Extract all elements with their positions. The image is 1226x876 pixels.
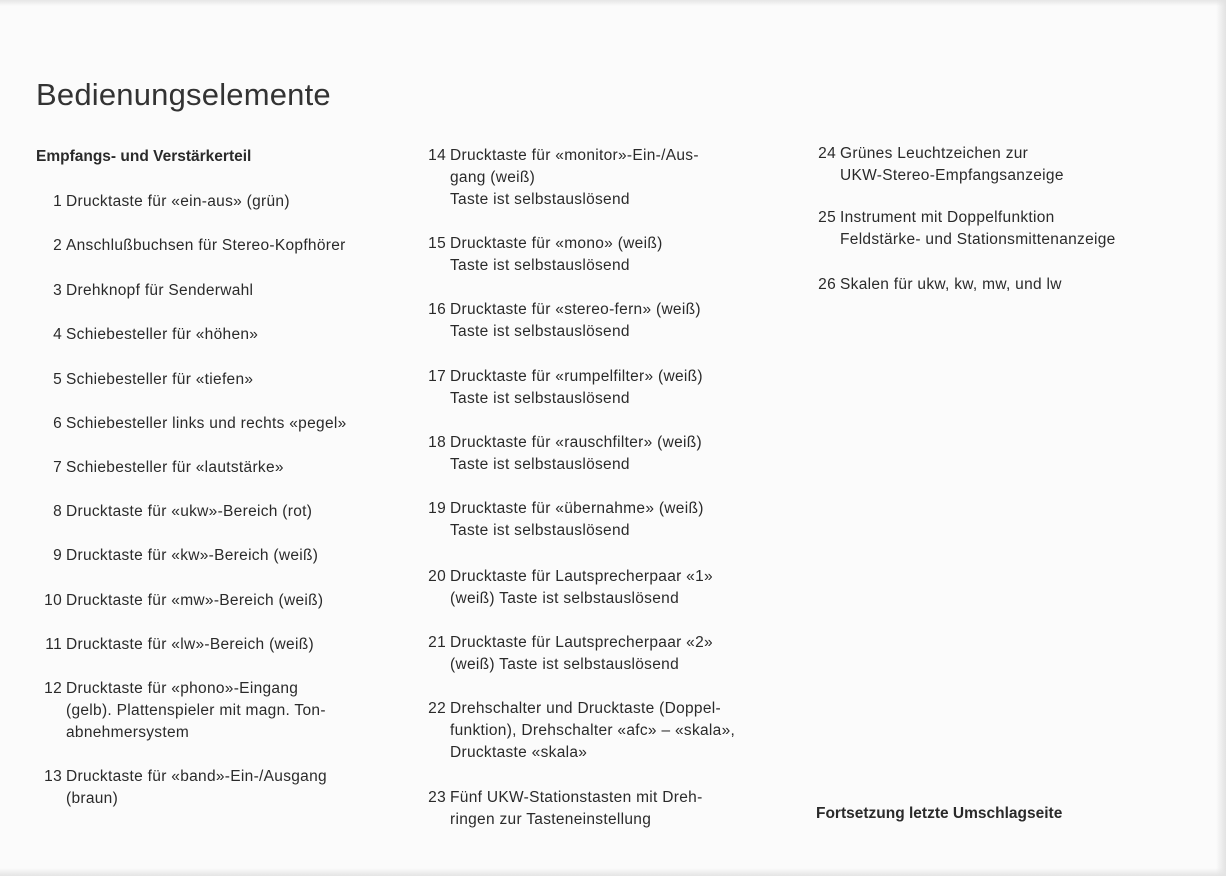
- item-number: 16: [428, 301, 446, 318]
- item-number: 23: [428, 789, 446, 806]
- list-item: [36, 324, 406, 346]
- item-text-line: (weiß) Taste ist selbstauslösend: [450, 590, 679, 607]
- item-text: [450, 498, 790, 542]
- list-item: [420, 498, 790, 542]
- list-item: [36, 413, 406, 435]
- item-text: [66, 545, 406, 567]
- item-text-line: Drucktaste für «phono»-Eingang: [66, 680, 299, 697]
- list-item: [420, 145, 790, 211]
- item-number: 3: [53, 282, 62, 299]
- item-text: [66, 590, 406, 612]
- item-text-line: Drehknopf für Senderwahl: [66, 282, 254, 299]
- item-text: [450, 632, 790, 676]
- item-text-line: Instrument mit Doppelfunktion: [840, 209, 1055, 226]
- item-text-line: (braun): [66, 790, 119, 807]
- list-item: [36, 235, 406, 257]
- item-number: 17: [428, 368, 446, 385]
- item-text: [450, 566, 790, 610]
- list-item: [36, 501, 406, 523]
- item-text-line: Schiebesteller für «höhen»: [66, 326, 259, 343]
- list-item: [420, 432, 790, 476]
- item-text: [66, 191, 406, 213]
- list-item: [420, 632, 790, 676]
- item-text-line: Drucktaste für «ukw»-Bereich (rot): [66, 503, 313, 520]
- item-text-line: Drucktaste für «rumpelfilter» (weiß): [450, 368, 703, 385]
- item-number: 14: [428, 147, 446, 164]
- list-item: [420, 233, 790, 277]
- page-edge-bottom: [0, 868, 1226, 876]
- item-text: [66, 413, 406, 435]
- item-text-line: gang (weiß): [450, 169, 536, 186]
- list-item: [810, 207, 1180, 251]
- item-number: 21: [428, 634, 446, 651]
- item-text: [450, 145, 790, 211]
- item-number: 7: [53, 459, 62, 476]
- list-item: [36, 191, 406, 213]
- item-number: 26: [818, 276, 836, 293]
- item-text: [66, 634, 406, 656]
- list-item: [420, 787, 790, 831]
- item-number: 11: [45, 636, 62, 653]
- item-number: 8: [53, 503, 62, 520]
- page-edge-top: [0, 0, 1226, 6]
- item-text-line: Taste ist selbstauslösend: [450, 191, 630, 208]
- item-number: 10: [44, 592, 62, 609]
- item-number: 5: [53, 371, 62, 388]
- item-text-line: Skalen für ukw, kw, mw, und lw: [840, 276, 1062, 293]
- list-item: [420, 566, 790, 610]
- list-item: [36, 545, 406, 567]
- item-number: 9: [53, 547, 62, 564]
- item-text-line: Taste ist selbstauslösend: [450, 257, 630, 274]
- item-text: [450, 787, 790, 831]
- item-number: 13: [44, 768, 62, 785]
- item-text-line: (weiß) Taste ist selbstauslösend: [450, 656, 679, 673]
- item-number: 12: [44, 680, 62, 697]
- item-text: [840, 143, 1180, 187]
- item-text-line: (gelb). Plattenspieler mit magn. Ton-: [66, 702, 326, 719]
- item-text-line: Drucktaste für «monitor»-Ein-/Aus-: [450, 147, 699, 164]
- item-text: [450, 432, 790, 476]
- item-text-line: Drucktaste für «mono» (weiß): [450, 235, 663, 252]
- item-text: [840, 274, 1180, 296]
- item-number: 19: [428, 500, 446, 517]
- item-text: [450, 698, 790, 764]
- item-text-line: abnehmersystem: [66, 724, 190, 741]
- section-heading: Empfangs- und Verstärkerteil: [36, 148, 252, 165]
- item-text: [66, 280, 406, 302]
- continuation-note: Fortsetzung letzte Umschlagseite: [816, 805, 1063, 822]
- list-item: [420, 698, 790, 764]
- list-item: [36, 590, 406, 612]
- item-number: 22: [428, 700, 446, 717]
- item-text-line: Drucktaste für «übernahme» (weiß): [450, 500, 704, 517]
- item-text-line: Taste ist selbstauslösend: [450, 390, 630, 407]
- item-text: [66, 766, 406, 810]
- item-text-line: Drucktaste für «lw»-Bereich (weiß): [66, 636, 314, 653]
- item-text-line: Drucktaste für «rauschfilter» (weiß): [450, 434, 702, 451]
- item-text-line: Taste ist selbstauslösend: [450, 456, 630, 473]
- item-number: 2: [53, 237, 62, 254]
- list-item: [36, 678, 406, 744]
- list-item: [420, 366, 790, 410]
- item-text-line: Fünf UKW-Stationstasten mit Dreh-: [450, 789, 703, 806]
- list-item: [36, 457, 406, 479]
- item-text-line: Taste ist selbstauslösend: [450, 522, 630, 539]
- list-item: [36, 766, 406, 810]
- item-number: 20: [428, 568, 446, 585]
- item-text: [450, 299, 790, 343]
- item-text-line: Feldstärke- und Stationsmittenanzeige: [840, 231, 1116, 248]
- item-text-line: Drucktaste für «mw»-Bereich (weiß): [66, 592, 324, 609]
- item-text: [66, 678, 406, 744]
- item-text-line: UKW-Stereo-Empfangsanzeige: [840, 167, 1064, 184]
- item-text-line: Drucktaste für «kw»-Bereich (weiß): [66, 547, 319, 564]
- item-text-line: Grünes Leuchtzeichen zur: [840, 145, 1029, 162]
- item-text-line: funktion), Drehschalter «afc» – «skala»,: [450, 722, 736, 739]
- item-number: 15: [428, 235, 446, 252]
- item-number: 6: [53, 415, 62, 432]
- item-text-line: Drucktaste «skala»: [450, 744, 588, 761]
- item-number: 1: [53, 193, 62, 210]
- item-text-line: Taste ist selbstauslösend: [450, 323, 630, 340]
- item-text-line: Drucktaste für Lautsprecherpaar «1»: [450, 568, 713, 585]
- item-text-line: Drucktaste für «band»-Ein-/Ausgang: [66, 768, 327, 785]
- list-item: [420, 299, 790, 343]
- list-item: [36, 634, 406, 656]
- list-item: [36, 369, 406, 391]
- item-text: [66, 501, 406, 523]
- page-title: Bedienungselemente: [36, 76, 331, 112]
- item-text: [450, 366, 790, 410]
- item-text-line: Anschlußbuchsen für Stereo-Kopfhörer: [66, 237, 346, 254]
- item-text: [66, 235, 406, 257]
- item-text-line: Drucktaste für «stereo-fern» (weiß): [450, 301, 701, 318]
- item-text-line: Drehschalter und Drucktaste (Doppel-: [450, 700, 721, 717]
- item-number: 25: [818, 209, 836, 226]
- list-item: [810, 274, 1180, 296]
- item-text-line: Drucktaste für Lautsprecherpaar «2»: [450, 634, 713, 651]
- list-item: [810, 143, 1180, 187]
- page-edge-right: [1216, 0, 1226, 876]
- item-text: [66, 369, 406, 391]
- item-number: 24: [818, 145, 836, 162]
- item-text-line: ringen zur Tasteneinstellung: [450, 811, 652, 828]
- item-text: [66, 324, 406, 346]
- item-text-line: Schiebesteller für «tiefen»: [66, 371, 254, 388]
- list-item: [36, 280, 406, 302]
- item-text-line: Schiebesteller für «lautstärke»: [66, 459, 284, 476]
- item-text-line: Schiebesteller links und rechts «pegel»: [66, 415, 347, 432]
- item-text: [840, 207, 1180, 251]
- item-number: 4: [53, 326, 62, 343]
- item-text: [450, 233, 790, 277]
- item-number: 18: [428, 434, 446, 451]
- item-text: [66, 457, 406, 479]
- item-text-line: Drucktaste für «ein-aus» (grün): [66, 193, 290, 210]
